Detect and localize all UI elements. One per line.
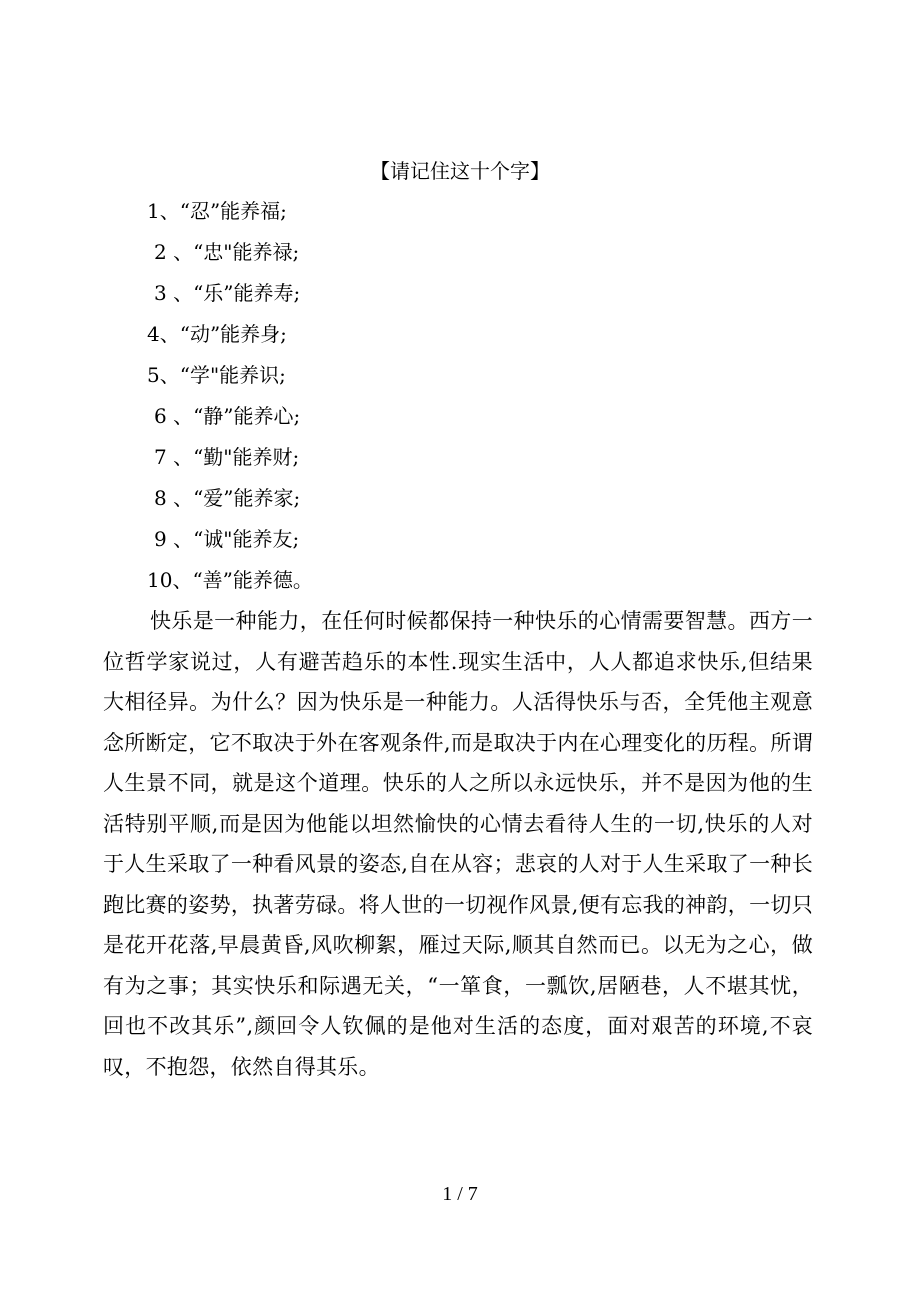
list-item-4: 4、“动”能养身;	[147, 322, 287, 346]
list-item-8: 8 、“爱”能养家;	[154, 486, 301, 510]
document-title: 【请记住这十个字】	[370, 159, 550, 183]
list-item-2: 2 、“忠"能养禄;	[154, 240, 300, 264]
list-item-7: 7 、“勤"能养财;	[154, 445, 300, 469]
list-item-5: 5、“学"能养识;	[147, 363, 286, 387]
list-item-3: 3 、“乐”能养寿;	[154, 281, 301, 305]
list-item-9: 9 、“诚"能养友;	[154, 527, 300, 551]
list-item-6: 6 、“静”能养心;	[154, 404, 301, 428]
list-item-10: 10、“善”能养德。	[147, 568, 313, 592]
list-item-1: 1、“忍”能养福;	[147, 199, 287, 223]
body-paragraph: 快乐是一种能力，在任何时候都保持一种快乐的心情需要智慧。西方一位哲学家说过，人有避苦趋乐的本性.现实生活中，人人都追求快乐,但结果大相径异。为什么？因为快乐是一种能力。人活得快乐与否，全凭他主观意念所断定，它不取决于外在客观条件,而是取决于内在心理变化的历程。所谓人生景不同，就是这个道理。快乐的人之所以永远快乐，并不是因为他的生活特别平顺,而是因为他能以坦然愉快的心情去看待人生的一切,快乐的人对于人生采取了一种看风景的姿态,自在从容；悲哀的人对于人生采取了一种长跑比赛的姿势，执著劳碌。将人世的一切视作风景,便有忘我的神韵，一切只是花开花落,早晨黄昏,风吹柳絮，雁过天际,顺其自然而已。以无为之心，做有为之事；其实快乐和际遇无关，“一箪食，一瓢饮,居陋巷，人不堪其忧，回也不改其乐”,颜回令人钦佩的是他对生活的态度，面对艰苦的环境,不哀叹，不抱怨，依然自得其乐。	[103, 609, 813, 1079]
page-number: 1 / 7	[442, 1183, 478, 1205]
